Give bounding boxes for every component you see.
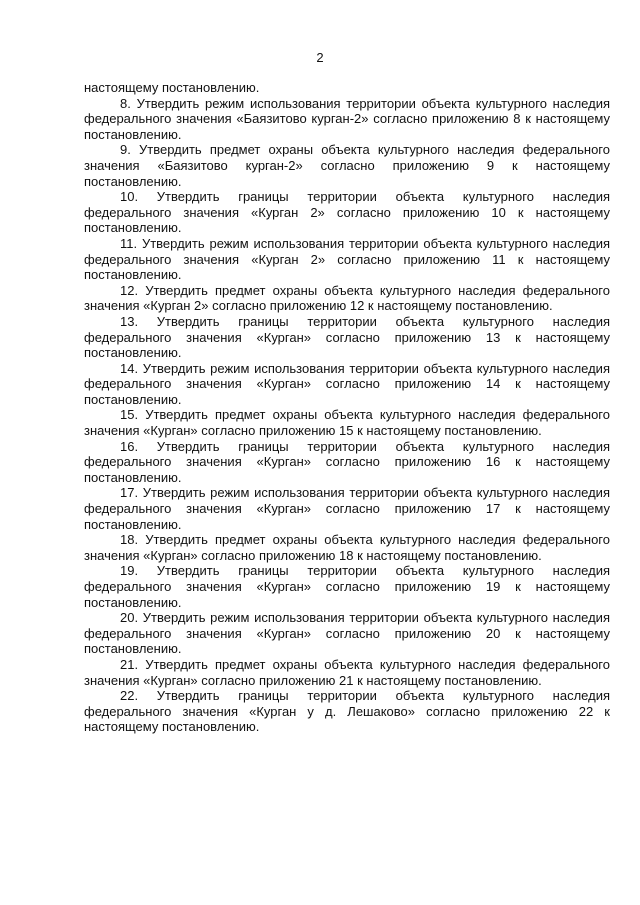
paragraph-item-18: 18. Утвердить предмет охраны объекта культурного наследия федерального значения «Курган» согласно приложению 18 к настоящему постановлению. [84, 532, 610, 563]
paragraph-item-19: 19. Утвердить границы территории объекта культурного наследия федерального значения «Курган» согласно приложению 19 к настоящему постановлению. [84, 563, 610, 610]
paragraph-item-17: 17. Утвердить режим использования территории объекта культурного наследия федерального значения «Курган» согласно приложению 17 к настоящему постановлению. [84, 485, 610, 532]
page-number: 2 [316, 50, 324, 65]
paragraph-item-21: 21. Утвердить предмет охраны объекта культурного наследия федерального значения «Курган» согласно приложению 21 к настоящему постановлению. [84, 656, 610, 688]
paragraph-item-16: 16. Утвердить границы территории объекта культурного наследия федерального значения «Курган» согласно приложению 16 к настоящему постановлению. [84, 438, 610, 485]
paragraph-item-13: 13. Утвердить границы территории объекта культурного наследия федерального значения «Курган» согласно приложению 13 к настоящему постановлению. [84, 313, 610, 361]
paragraph-item-15: 15. Утвердить предмет охраны объекта культурного наследия федерального значения «Курган» согласно приложению 15 к настоящему постановлению. [84, 407, 610, 439]
document-body [84, 80, 610, 735]
paragraph-item-11: 11. Утвердить режим использования территории объекта культурного наследия федерального значения «Курган 2» согласно приложению 11 к настоящему постановлению. [84, 235, 610, 283]
paragraph-item-8: 8. Утвердить режим использования территории объекта культурного наследия федерального значения «Баязитово курган-2» согласно приложению 8 к настоящему постановлению. [84, 95, 610, 142]
paragraph-item-14: 14. Утвердить режим использования территории объекта культурного наследия федерального значения «Курган» согласно приложению 14 к настоящему постановлению. [84, 360, 610, 407]
paragraph-item-10: 10. Утвердить границы территории объекта культурного наследия федерального значения «Курган 2» согласно приложению 10 к настоящему постановлению. [84, 189, 610, 236]
paragraph-item-9: 9. Утвердить предмет охраны объекта культурного наследия федерального значения «Баязитово курган-2» согласно приложению 9 к настоящему постановлению. [84, 142, 610, 189]
paragraph-item-12: 12. Утвердить предмет охраны объекта культурного наследия федерального значения «Курган 2» согласно приложению 12 к настоящему постановлению. [84, 282, 610, 314]
paragraph-item-20: 20. Утвердить режим использования территории объекта культурного наследия федерального значения «Курган» согласно приложению 20 к настоящему постановлению. [84, 610, 610, 657]
paragraph-continuation: настоящему постановлению. [84, 80, 260, 95]
paragraph-item-22: 22. Утвердить границы территории объекта культурного наследия федерального значения «Курган у д. Лешаково» согласно приложению 22 к настоящему постановлению. [84, 688, 610, 735]
